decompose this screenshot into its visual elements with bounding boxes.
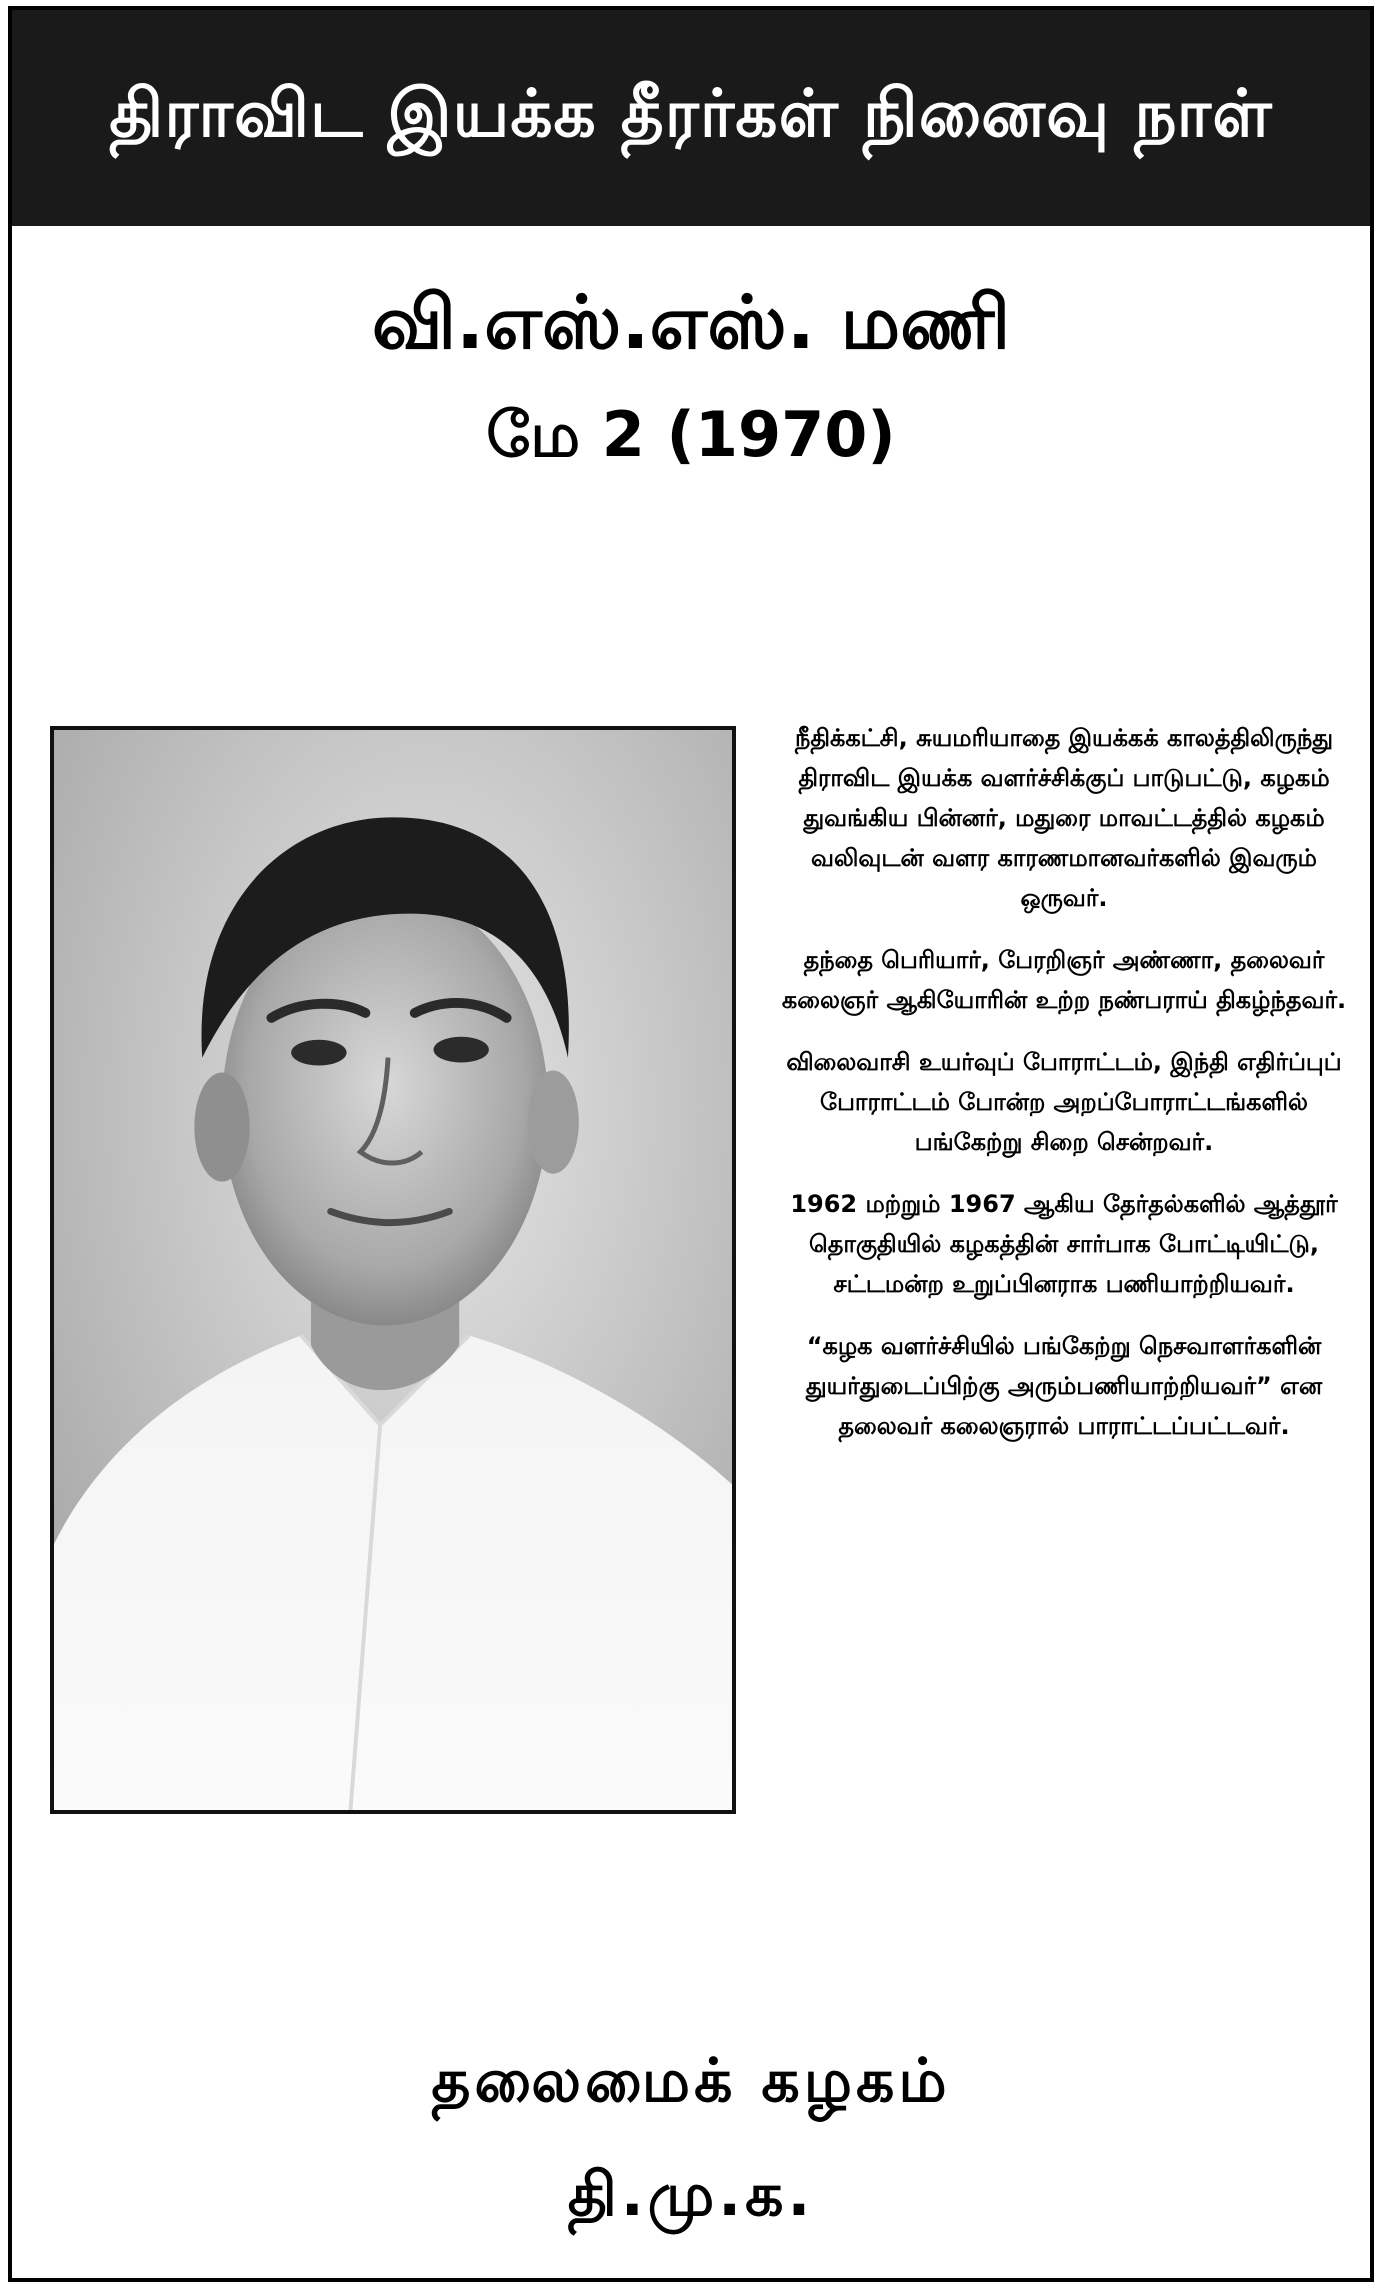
party-name: தி.மு.க.	[567, 2160, 815, 2230]
memorial-notice	[8, 6, 1374, 2282]
portrait-illustration	[54, 730, 732, 1810]
banner-title: திராவிட இயக்க தீரர்கள் நினைவு நாள்	[109, 75, 1273, 152]
bio-paragraph: விலைவாசி உயர்வுப் போராட்டம், இந்தி எதிர்ப்புப் போராட்டம் போன்ற அறப்போராட்டங்களில் பங்கேற்று சிறை சென்றவர்.	[786, 1048, 1342, 1156]
bio-paragraph: 1962 மற்றும் 1967 ஆகிய தேர்தல்களில் ஆத்தூர் தொகுதியில் கழகத்தின் சார்பாக போட்டியிட்டு, சட்டமன்ற உறுப்பினராக பணியாற்றியவர்.	[790, 1190, 1338, 1298]
header-banner	[12, 10, 1370, 226]
bio-paragraph: நீதிக்கட்சி, சுயமரியாதை இயக்கக் காலத்திலிருந்து திராவிட இயக்க வளர்ச்சிக்குப் பாடுபட்டு, கழகம் துவங்கிய பின்னர், மதுரை மாவட்டத்தில் கழகம் வலிவுடன் வளர காரணமானவர்களில் இவரும் ஒருவர்.	[794, 724, 1334, 912]
biography	[764, 718, 1364, 1468]
organization-name: தலைமைக் கழகம்	[431, 2046, 951, 2116]
memorial-date: மே 2 (1970)	[486, 398, 896, 471]
bio-paragraph: தந்தை பெரியார், பேரறிஞர் அண்ணா, தலைவர் கலைஞர் ஆகியோரின் உற்ற நண்பராய் திகழ்ந்தவர்.	[781, 946, 1347, 1014]
portrait-photo	[50, 726, 736, 1814]
person-name: வி.எஸ்.எஸ். மணி	[371, 280, 1011, 366]
bio-paragraph: “கழக வளர்ச்சியில் பங்கேற்று நெசவாளர்களின் துயர்துடைப்பிற்கு அரும்பணியாற்றியவர்” என தலைவர் கலைஞரால் பாராட்டப்பட்டவர்.	[805, 1332, 1323, 1440]
